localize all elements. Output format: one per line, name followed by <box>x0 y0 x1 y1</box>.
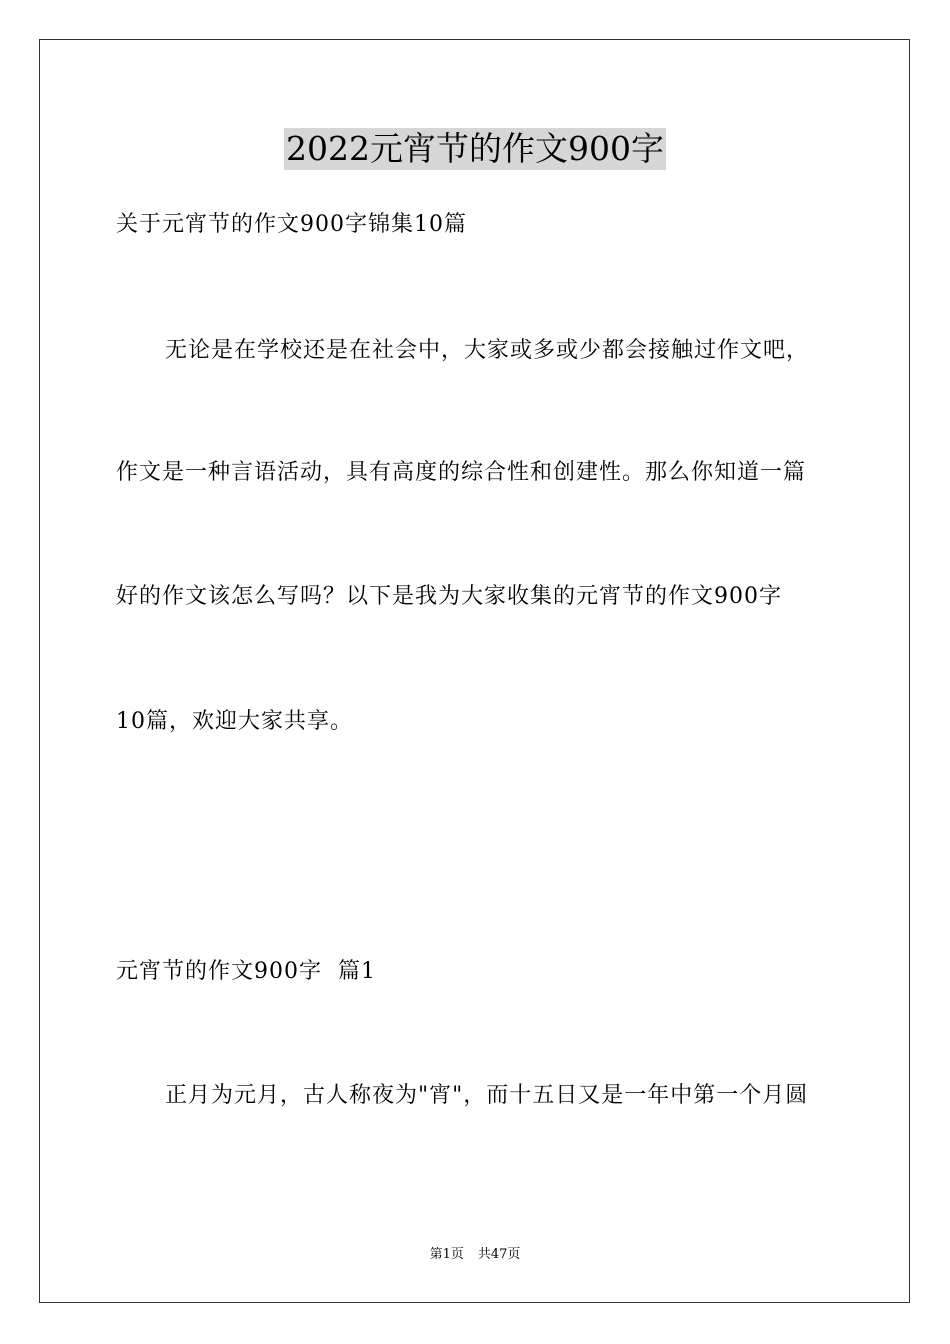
section-heading: 元宵节的作文900字 篇1 <box>116 959 376 984</box>
paragraph-line: 好的作文该怎么写吗？以下是我为大家收集的元宵节的作文900字 <box>116 584 782 609</box>
document-subtitle: 关于元宵节的作文900字锦集10篇 <box>116 212 467 237</box>
page-footer <box>0 1246 950 1264</box>
paragraph-line: 作文是一种言语活动，具有高度的综合性和创建性。那么你知道一篇 <box>116 460 807 485</box>
paragraph-line: 10篇，欢迎大家共享。 <box>116 709 353 734</box>
section-paragraph-line: 正月为元月，古人称夜为"宵"，而十五日又是一年中第一个月圆 <box>165 1083 809 1108</box>
title-container <box>0 128 950 170</box>
document-title: 2022元宵节的作文900字 <box>286 129 664 168</box>
paragraph-line: 无论是在学校还是在社会中，大家或多或少都会接触过作文吧， <box>165 338 810 363</box>
page-total: 共47页 <box>477 1247 521 1262</box>
page-number: 第1页 <box>429 1247 464 1262</box>
